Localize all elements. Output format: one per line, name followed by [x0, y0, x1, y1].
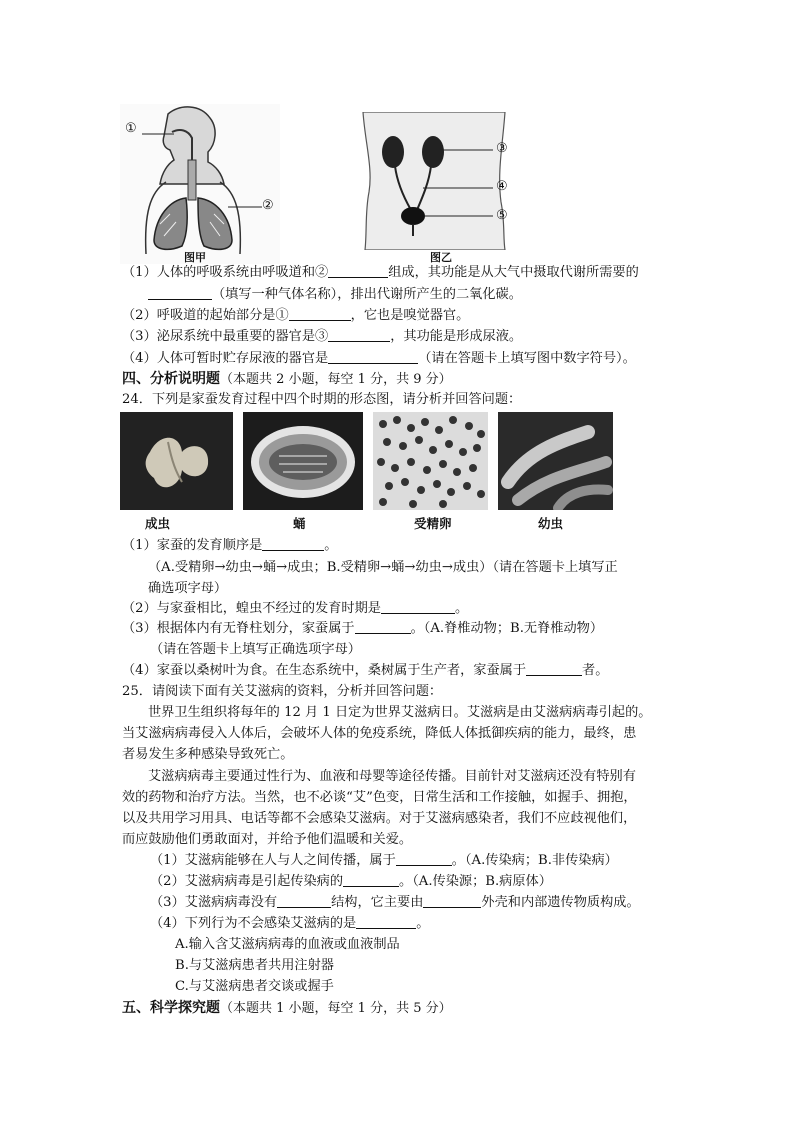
q25-para1-line2: 当艾滋病病毒侵入人体后，会破坏人体的免疫系统，降低人体抵御疾病的能力，最终，患: [122, 726, 637, 741]
q25-intro: 25．请阅读下面有关艾滋病的资料，分析并回答问题：: [122, 684, 443, 699]
answer-blank[interactable]: [262, 536, 324, 551]
q25-sub1: （1）艾滋病能够在人与人之间传播，属于 。（A.传染病；B.非传染病）: [150, 853, 618, 868]
q23-part4: （4）人体可暂时贮存尿液的器官是 （请在答题卡上填写图中数字符号）。: [122, 351, 636, 366]
section5-title: 五、科学探究题（本题共 1 小题，每空 1 分，共 5 分）: [122, 1000, 452, 1016]
label-2: ②: [262, 198, 274, 213]
q24-part3-note: （请在答题卡上填写正确选项字母）: [150, 642, 361, 657]
answer-blank[interactable]: [355, 619, 411, 634]
caption-adult: 成虫: [145, 516, 171, 531]
caption-larva: 幼虫: [538, 516, 564, 531]
answer-blank[interactable]: [289, 306, 351, 321]
pupa-photo: [243, 412, 363, 510]
q25-para2-line3: 以及共用学习用具、电话等都不会感染艾滋病。对于艾滋病感染者，我们不应歧视他们，: [122, 811, 637, 826]
answer-blank[interactable]: [328, 327, 390, 342]
q25-para2-line2: 效的药物和治疗方法。当然，也不必谈“艾”色变，日常生活和工作接触，如握手、拥抱，: [122, 790, 637, 805]
q23-part1-cont: （填写一种气体名称），排出代谢所产生的二氧化碳。: [148, 285, 522, 305]
answer-blank[interactable]: [148, 285, 212, 300]
label-3: ③: [496, 141, 508, 156]
answer-blank[interactable]: [328, 263, 388, 278]
q25-sub2: （2）艾滋病病毒是引起传染病的 。（A.传染源；B.病原体）: [150, 874, 552, 889]
caption-egg: 受精卵: [414, 516, 452, 531]
q24-part1: （1）家蚕的发育顺序是 。: [122, 538, 338, 553]
q25-para1-line1: 世界卫生组织将每年的 12 月 1 日定为世界艾滋病日。艾滋病是由艾滋病病毒引起的。: [148, 705, 652, 720]
q23-part3: （3）泌尿系统中最重要的器官是③ ，其功能是形成尿液。: [122, 329, 523, 344]
fertilized-eggs-photo: [373, 412, 488, 510]
answer-blank[interactable]: [423, 893, 481, 908]
larva-photo: [498, 412, 613, 510]
label-1: ①: [125, 121, 137, 136]
adult-moth-photo: [120, 412, 233, 510]
q25-sub4: （4）下列行为不会感染艾滋病的是 。: [150, 916, 430, 931]
caption-pupa: 蛹: [293, 516, 306, 531]
q23-part2: （2）呼吸道的起始部分是① ，它也是嗅觉器官。: [122, 308, 470, 323]
q25-para1-line3: 者易发生多种感染导致死亡。: [122, 747, 294, 762]
answer-blank[interactable]: [343, 872, 399, 887]
q24-intro: 24．下列是家蚕发育过程中四个时期的形态图，请分析并回答问题：: [122, 392, 522, 407]
answer-blank[interactable]: [356, 914, 416, 929]
q23-part1: （1）人体的呼吸系统由呼吸道和② 组成，其功能是从大气中摄取代谢所需要的: [122, 265, 639, 280]
answer-blank[interactable]: [277, 893, 331, 908]
answer-blank[interactable]: [526, 661, 582, 676]
q25-option-b: B.与艾滋病患者共用注射器: [175, 958, 334, 973]
q25-option-a: A.输入含艾滋病病毒的血液或血液制品: [175, 937, 400, 952]
q25-option-c: C.与艾滋病患者交谈或握手: [175, 979, 334, 994]
respiratory-system-figure: [120, 104, 280, 264]
q25-para2-line1: 艾滋病病毒主要通过性行为、血液和母婴等途径传播。目前针对艾滋病还没有特别有: [148, 769, 636, 784]
q24-part2: （2）与家蚕相比，蝗虫不经过的发育时期是 。: [122, 601, 469, 616]
answer-blank[interactable]: [381, 599, 455, 614]
label-4: ④: [496, 179, 508, 194]
q24-part4: （4）家蚕以桑树叶为食。在生态系统中，桑树属于生产者，家蚕属于 者。: [122, 663, 609, 678]
answer-blank[interactable]: [396, 851, 452, 866]
q24-part3: （3）根据体内有无脊柱划分，家蚕属于 。（A.脊椎动物；B.无脊椎动物）: [122, 621, 604, 636]
q24-part1-options-cont: 确选项字母）: [148, 581, 228, 596]
q24-part1-options: （A.受精卵→幼虫→蛹→成虫；B.受精卵→蛹→幼虫→成虫）（请在答题卡上填写正: [148, 560, 618, 575]
q25-para2-line4: 而应鼓励他们勇敢面对，并给予他们温暖和关爱。: [122, 832, 413, 847]
q25-sub3: （3）艾滋病病毒没有 结构，它主要由 外壳和内部遗传物质构成。: [150, 895, 640, 910]
figure-left-caption: 图甲: [184, 251, 206, 264]
answer-blank[interactable]: [328, 349, 418, 364]
label-5: ⑤: [496, 208, 508, 223]
section4-title: 四、分析说明题（本题共 2 小题，每空 1 分，共 9 分）: [122, 371, 452, 387]
figure-right-caption: 图乙: [430, 251, 452, 264]
